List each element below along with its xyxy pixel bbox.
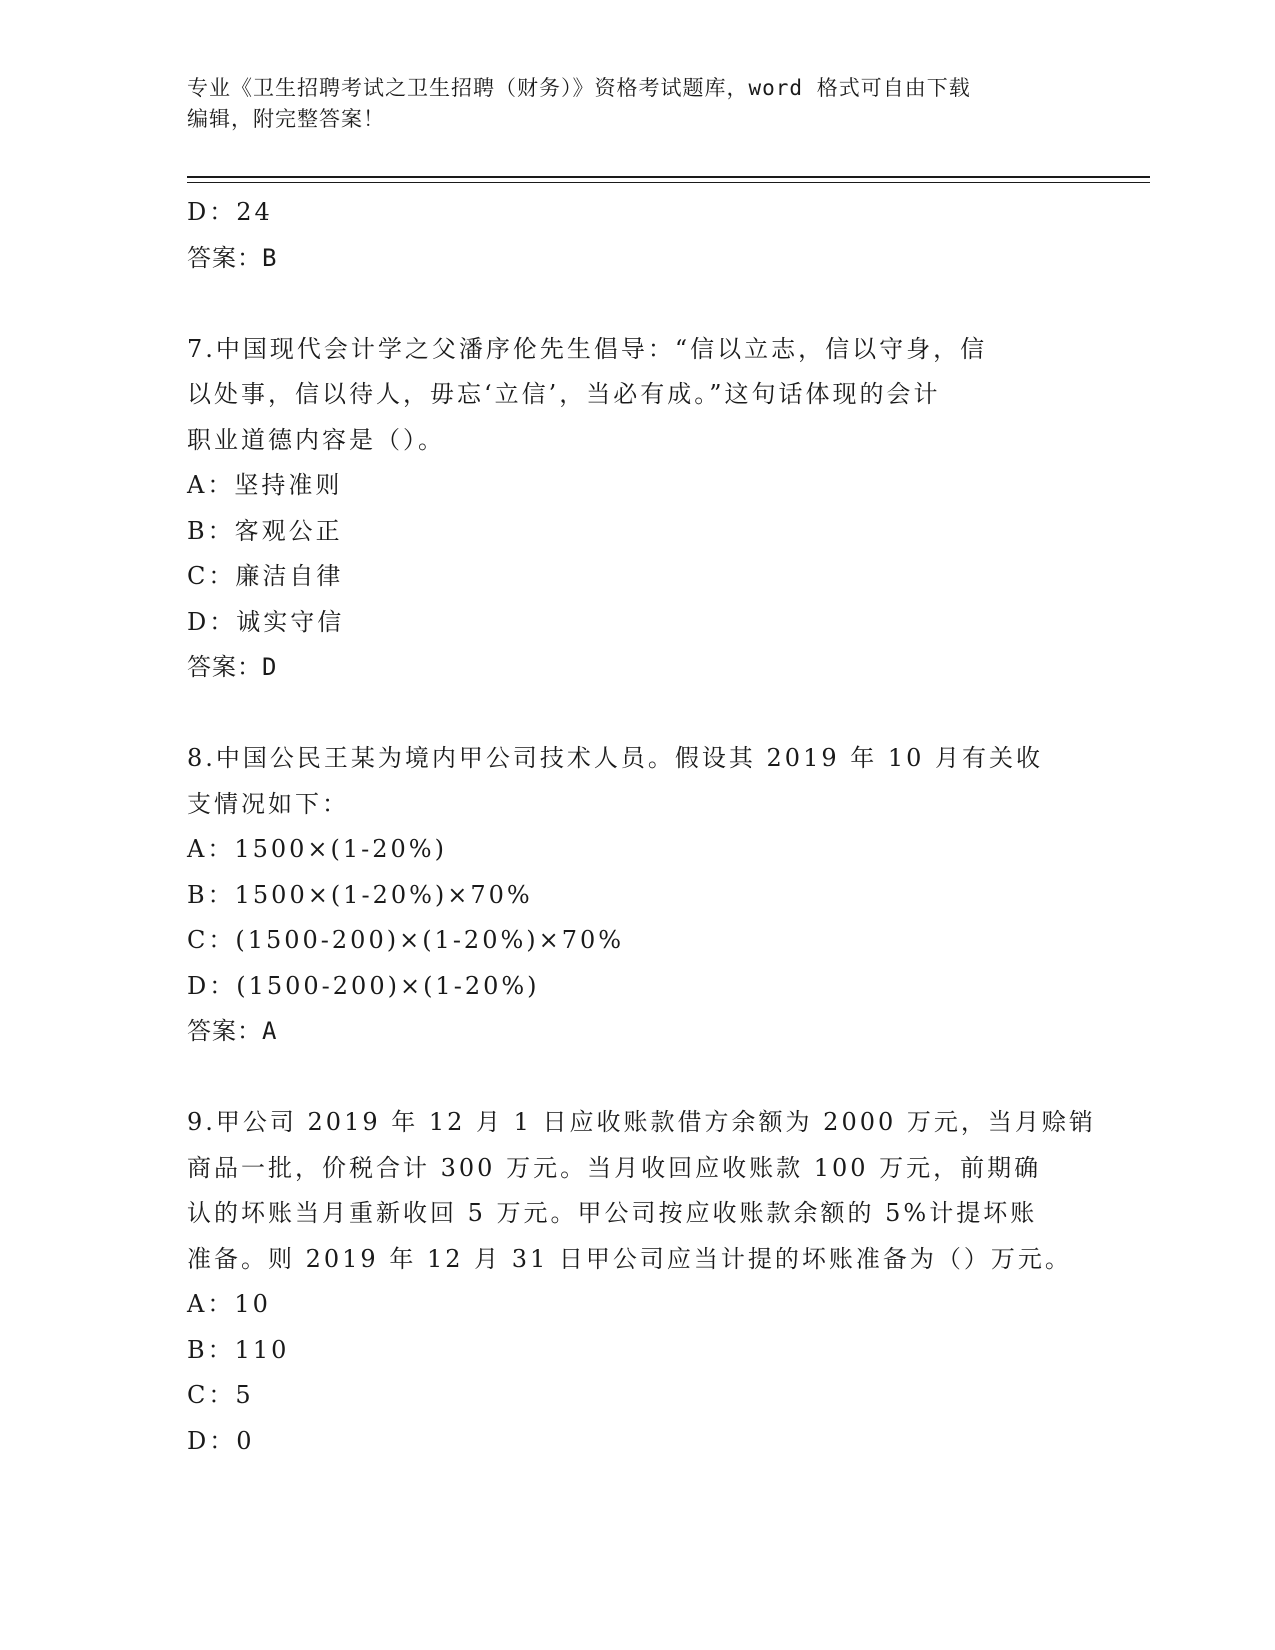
question-line: 职业道德内容是（）。 <box>187 425 445 454</box>
question-text <box>187 1100 1096 1282</box>
header-line-1: 专业《卫生招聘考试之卫生招聘（财务）》资格考试题库，word 格式可自由下载 <box>187 76 971 100</box>
header-line-2: 编辑，附完整答案！ <box>187 107 385 131</box>
option-d: D：24 <box>187 198 273 226</box>
option-d: D：0 <box>187 1426 255 1455</box>
answer-line: 答案：D <box>187 653 278 681</box>
option-d: D：诚实守信 <box>187 607 345 636</box>
option-a: A：坚持准则 <box>187 471 343 499</box>
option-a: A：1500×(1-20%) <box>187 835 447 863</box>
question-text <box>187 736 1087 827</box>
header-divider-thin <box>187 182 1150 183</box>
question-text <box>187 327 1087 464</box>
question-line: 商品一批，价税合计 300 万元。当月收回应收账款 100 万元，前期确 <box>187 1153 1042 1182</box>
question-8 <box>187 736 1087 1055</box>
option-c: C：5 <box>187 1381 254 1409</box>
option-b: B：110 <box>187 1335 290 1364</box>
answer-line: 答案：B <box>187 243 278 272</box>
question-line: 9.甲公司 2019 年 12 月 1 日应收账款借方余额为 2000 万元，当月赊销 <box>187 1108 1096 1136</box>
question-line: 认的坏账当月重新收回 5 万元。甲公司按应收账款余额的 5%计提坏账 <box>187 1199 1038 1227</box>
option-c: C：(1500-200)×(1-20%)×70% <box>187 926 625 954</box>
prev-question-tail <box>187 190 1087 281</box>
option-b: B：1500×(1-20%)×70% <box>187 880 533 909</box>
question-line: 7.中国现代会计学之父潘序伦先生倡导：“信以立志，信以守身，信 <box>187 334 988 363</box>
page-header <box>187 73 1087 135</box>
question-line: 准备。则 2019 年 12 月 31 日甲公司应当计提的坏账准备为（）万元。 <box>187 1244 1072 1273</box>
spacer <box>187 1055 1087 1101</box>
option-a: A：10 <box>187 1290 271 1318</box>
question-line: 以处事，信以待人，毋忘‘立信’，当必有成。”这句话体现的会计 <box>187 380 941 408</box>
question-content <box>187 190 1096 1464</box>
spacer <box>187 281 1087 327</box>
spacer <box>187 691 1087 737</box>
option-c: C：廉洁自律 <box>187 562 344 590</box>
option-b: B：客观公正 <box>187 516 343 545</box>
question-9 <box>187 1100 1096 1464</box>
question-line: 支情况如下： <box>187 789 349 818</box>
question-7 <box>187 327 1087 691</box>
option-d: D：(1500-200)×(1-20%) <box>187 971 540 1000</box>
question-line: 8.中国公民王某为境内甲公司技术人员。假设其 2019 年 10 月有关收 <box>187 744 1044 772</box>
header-divider-thick <box>187 176 1150 178</box>
answer-line: 答案：A <box>187 1017 278 1045</box>
